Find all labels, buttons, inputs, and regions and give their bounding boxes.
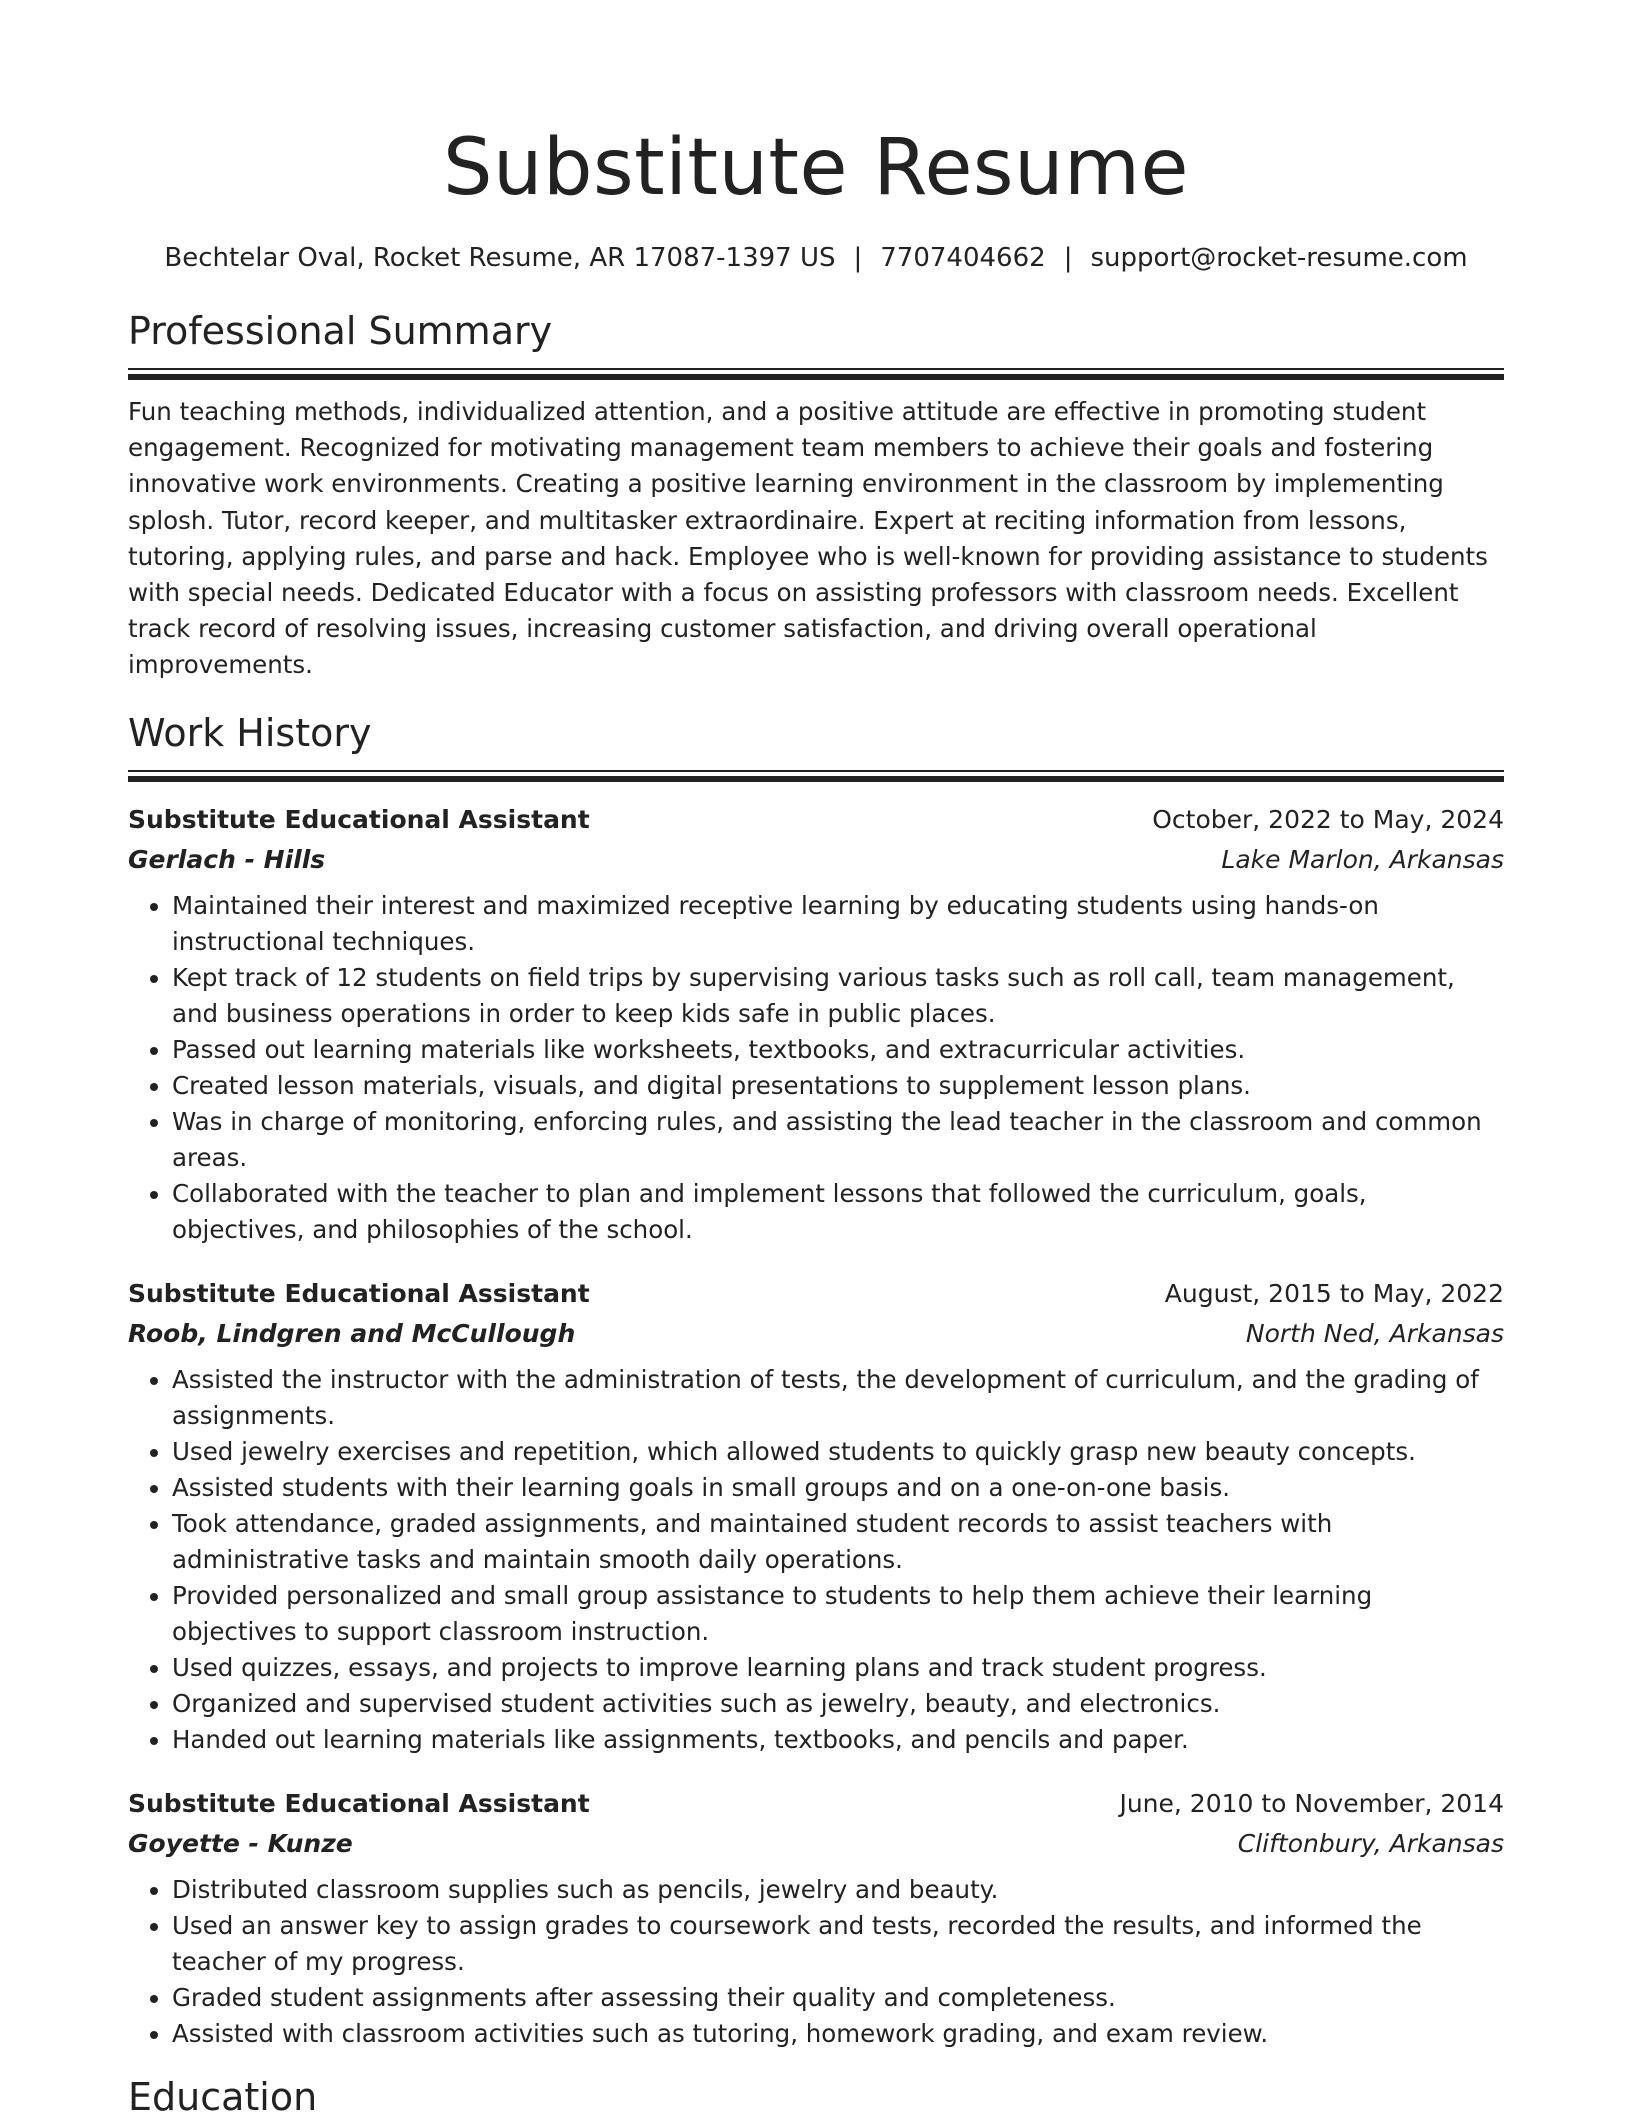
contact-line xyxy=(128,240,1504,276)
job-bullet: • Kept track of 12 students on field trips by supervising various tasks such as roll call, team management, and business operations in order to keep kids safe in public places. xyxy=(172,960,1504,1032)
job-company-row xyxy=(128,1314,1504,1354)
job-company: Goyette - Kunze xyxy=(128,1829,353,1859)
job-location: North Ned, Arkansas xyxy=(1245,1319,1504,1349)
job-title: Substitute Educational Assistant xyxy=(128,1789,590,1819)
section-title-education: Education xyxy=(128,2075,318,2120)
job-company-row xyxy=(128,1824,1504,1864)
section-divider xyxy=(128,770,1504,782)
job-entry xyxy=(128,1274,1504,1758)
job-bullet: • Assisted students with their learning goals in small groups and on a one-on-one basis. xyxy=(172,1470,1504,1506)
job-bullet: • Passed out learning materials like worksheets, textbooks, and extracurricular activities. xyxy=(172,1032,1504,1068)
job-bullet: • Graded student assignments after assessing their quality and completeness. xyxy=(172,1980,1504,2016)
job-entry xyxy=(128,1784,1504,2052)
job-bullet: • Used jewelry exercises and repetition, which allowed students to quickly grasp new beauty concepts. xyxy=(172,1434,1504,1470)
job-location: Cliftonbury, Arkansas xyxy=(1237,1829,1504,1859)
job-company: Gerlach - Hills xyxy=(128,845,326,875)
job-company-row xyxy=(128,840,1504,880)
job-entry xyxy=(128,800,1504,1248)
job-title: Substitute Educational Assistant xyxy=(128,805,590,835)
job-header-row xyxy=(128,1784,1504,1824)
job-dates: August, 2015 to May, 2022 xyxy=(1164,1279,1504,1309)
job-dates: October, 2022 to May, 2024 xyxy=(1152,805,1504,835)
job-bullet: • Took attendance, graded assignments, and maintained student records to assist teachers with administrative tasks and maintain smooth daily operations. xyxy=(172,1506,1504,1578)
job-title: Substitute Educational Assistant xyxy=(128,1279,590,1309)
job-bullet: • Collaborated with the teacher to plan and implement lessons that followed the curriculum, goals, objectives, and philosophies of the school. xyxy=(172,1176,1504,1248)
section-title-work-history: Work History xyxy=(128,711,372,756)
contact-phone: 7707404662 xyxy=(880,243,1046,273)
job-header-row xyxy=(128,800,1504,840)
contact-address: Bechtelar Oval, Rocket Resume, AR 17087-1397 US xyxy=(164,243,836,273)
job-bullet: • Assisted with classroom activities such as tutoring, homework grading, and exam review. xyxy=(172,2016,1504,2052)
job-bullet: • Assisted the instructor with the administration of tests, the development of curriculum, and the grading of assignments. xyxy=(172,1362,1504,1434)
job-bullet: • Created lesson materials, visuals, and digital presentations to supplement lesson plans. xyxy=(172,1068,1504,1104)
job-dates: June, 2010 to November, 2014 xyxy=(1119,1789,1504,1819)
job-bullet: • Provided personalized and small group assistance to students to help them achieve their learning objectives to support classroom instruction. xyxy=(172,1578,1504,1650)
job-location: Lake Marlon, Arkansas xyxy=(1221,845,1504,875)
job-bullet: • Organized and supervised student activities such as jewelry, beauty, and electronics. xyxy=(172,1686,1504,1722)
work-history-section xyxy=(128,708,1504,2052)
job-bullet: • Used an answer key to assign grades to coursework and tests, recorded the results, and informed the teacher of my progress. xyxy=(172,1908,1504,1980)
contact-separator: | xyxy=(1063,243,1073,273)
professional-summary-section xyxy=(128,306,1504,684)
section-title-professional-summary: Professional Summary xyxy=(128,309,553,353)
job-bullet: • Distributed classroom supplies such as pencils, jewelry and beauty. xyxy=(172,1872,1504,1908)
section-divider xyxy=(128,368,1504,380)
job-bullet: • Maintained their interest and maximized receptive learning by educating students using hands-on instructional techniques. xyxy=(172,888,1504,960)
job-company: Roob, Lindgren and McCullough xyxy=(128,1319,576,1349)
job-bullet: • Used quizzes, essays, and projects to improve learning plans and track student progress. xyxy=(172,1650,1504,1686)
summary-text: Fun teaching methods, individualized attention, and a positive attitude are effective in promoting student engagement. Recognized for motivating management team members to achieve their goals and fostering innovative work environments. Creating a positive learning environment in the classroom by implementing splosh. Tutor, record keeper, and multitasker extraordinaire. Expert at reciting information from lessons, tutoring, applying rules, and parse and hack. Employee who is well-known for providing assistance to students with special needs. Dedicated Educator with a focus on assisting professors with classroom needs. Excellent track record of resolving issues, increasing customer satisfaction, and driving overall operational improvements. xyxy=(128,397,1488,680)
job-bullets xyxy=(128,888,1504,1248)
job-bullets xyxy=(128,1362,1504,1758)
job-bullet: • Was in charge of monitoring, enforcing rules, and assisting the lead teacher in the classroom and common areas. xyxy=(172,1104,1504,1176)
job-bullet: • Handed out learning materials like assignments, textbooks, and pencils and paper. xyxy=(172,1722,1504,1758)
job-header-row xyxy=(128,1274,1504,1314)
contact-email: support@rocket-resume.com xyxy=(1090,243,1468,273)
education-section xyxy=(128,2072,1504,2122)
job-bullets xyxy=(128,1872,1504,2052)
contact-separator: | xyxy=(853,243,863,273)
resume-title: Substitute Resume xyxy=(443,123,1189,213)
